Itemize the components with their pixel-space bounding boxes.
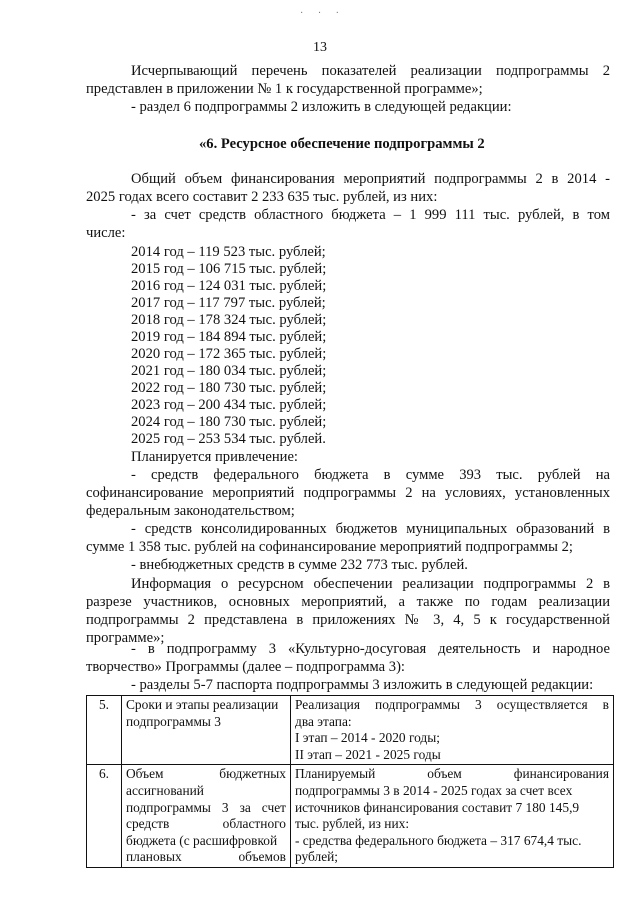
planned-heading: Планируется привлечение: — [131, 449, 298, 465]
total-line-2: 2025 годах всего составит 2 233 635 тыс. рублей, из них: — [86, 189, 438, 205]
year-line: 2017 год – 117 797 тыс. рублей; — [131, 295, 326, 311]
year-line: 2015 год – 106 715 тыс. рублей; — [131, 261, 327, 277]
row-value-cell — [291, 696, 614, 765]
sub3-line-3: - разделы 5-7 паспорта подпрограммы 3 изложить в следующей редакции: — [131, 677, 594, 693]
info-line-4: программе»; — [86, 630, 165, 646]
planned-municipal-2: сумме 1 358 тыс. рублей на софинансирование мероприятий подпрограммы 2; — [86, 539, 573, 555]
row-label-line: бюджета (с расшифровкой — [126, 832, 278, 848]
row-value-line: II этап – 2021 - 2025 годы — [295, 746, 441, 762]
row-value-line: рублей; — [295, 849, 339, 865]
row-label-line: ассигнований — [126, 782, 204, 798]
table-row — [87, 765, 614, 868]
row-label-line: средств областного — [126, 816, 286, 832]
info-line-3: подпрограммы 2 представлена в приложениях № 3, 4, 5 к государственной — [86, 612, 610, 628]
row-number: 6. — [87, 765, 122, 868]
year-line: 2014 год – 119 523 тыс. рублей; — [131, 244, 326, 260]
section-title: «6. Ресурсное обеспечение подпрограммы 2 — [199, 136, 485, 152]
year-line: 2023 год – 200 434 тыс. рублей; — [131, 397, 327, 413]
table-row — [87, 696, 614, 765]
year-line: 2018 год – 178 324 тыс. рублей; — [131, 312, 327, 328]
row-value-line: тыс. рублей, из них: — [295, 816, 410, 832]
sub3-line-2: творчество» Программы (далее – подпрограмма 3): — [86, 659, 405, 675]
planned-federal-3: федеральным законодательством; — [86, 503, 295, 519]
row-value-line: два этапа: — [295, 713, 352, 729]
planned-extrabudget: - внебюджетных средств в сумме 232 773 тыс. рублей. — [131, 557, 468, 573]
planned-federal-2: софинансирование мероприятий подпрограммы 2 на условиях, установленных — [86, 485, 610, 501]
total-line-1: Общий объем финансирования мероприятий подпрограммы 2 в 2014 - — [131, 171, 610, 187]
info-line-2: разрезе участников, основных мероприятий, а также по годам реализации — [86, 594, 610, 610]
intro-line-3: - раздел 6 подпрограммы 2 изложить в следующей редакции: — [131, 99, 512, 115]
row-label-cell — [122, 765, 291, 868]
row-value-line: подпрограммы 3 в 2014 - 2025 годах за счет всех — [295, 782, 573, 798]
sub3-line-1: - в подпрограмму 3 «Культурно-досуговая деятельность и народное — [131, 641, 610, 657]
row-value-line: - средства федерального бюджета – 317 674,4 тыс. — [295, 832, 582, 848]
passport-table — [86, 695, 614, 868]
row-value-line: I этап – 2014 - 2020 годы; — [295, 730, 440, 746]
year-line: 2025 год – 253 534 тыс. рублей. — [131, 431, 326, 447]
planned-federal-1: - средств федерального бюджета в сумме 393 тыс. рублей на — [131, 467, 610, 483]
year-line: 2024 год – 180 730 тыс. рублей; — [131, 414, 327, 430]
info-line-1: Информация о ресурсном обеспечении реализации подпрограммы 2 в — [131, 576, 610, 592]
year-line: 2021 год – 180 034 тыс. рублей; — [131, 363, 327, 379]
year-line: 2019 год – 184 894 тыс. рублей; — [131, 329, 327, 345]
row-value-line: источников финансирования составит 7 180 145,9 — [295, 799, 580, 815]
row-value-line: Планируемый объем финансирования — [295, 766, 609, 782]
total-line-4: числе: — [86, 225, 126, 241]
year-line: 2022 год – 180 730 тыс. рублей; — [131, 380, 327, 396]
intro-line-1: Исчерпывающий перечень показателей реализации подпрограммы 2 — [131, 63, 610, 79]
row-value-cell — [291, 765, 614, 868]
planned-municipal-1: - средств консолидированных бюджетов муниципальных образований в — [131, 521, 610, 537]
row-label-line: Сроки и этапы реализации — [126, 697, 279, 712]
row-number: 5. — [87, 696, 122, 765]
row-value-line: Реализация подпрограммы 3 осуществляется в — [295, 697, 609, 712]
row-label-cell — [122, 696, 291, 765]
page-number: 13 — [313, 40, 327, 55]
row-label-line: подпрограммы 3 за счет — [126, 799, 286, 815]
row-label-line: Объем бюджетных — [126, 766, 286, 782]
intro-line-2: представлен в приложении № 1 к государственной программе»; — [86, 81, 483, 97]
row-label-line: плановых объемов — [126, 849, 286, 865]
year-line: 2020 год – 172 365 тыс. рублей; — [131, 346, 327, 362]
year-line: 2016 год – 124 031 тыс. рублей; — [131, 278, 327, 294]
row-label-line: подпрограммы 3 — [126, 713, 221, 729]
scan-specks: · · · — [300, 8, 345, 19]
total-line-3: - за счет средств областного бюджета – 1 999 111 тыс. рублей, в том — [131, 207, 610, 223]
